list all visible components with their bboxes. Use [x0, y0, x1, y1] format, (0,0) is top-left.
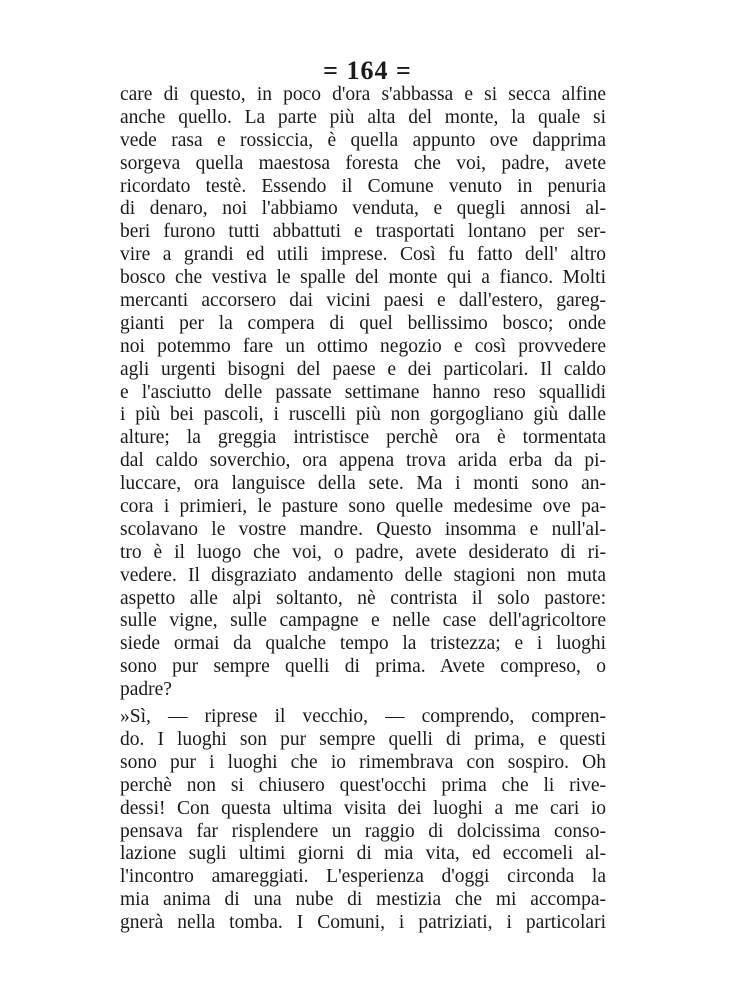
- text-line: sulle vigne, sulle campagne e nelle case dell'agricoltore: [120, 610, 606, 632]
- text-line: sono pur sempre quelli di prima. Avete compreso, o: [120, 656, 606, 678]
- text-line: padre?: [120, 679, 172, 701]
- text-line: »Sì, — riprese il vecchio, — comprendo, compren-: [120, 706, 606, 728]
- text-line: bosco che vestiva le spalle del monte qui a fianco. Molti: [120, 267, 606, 289]
- text-line: dessi! Con questa ultima visita dei luoghi a me cari io: [120, 797, 606, 819]
- text-line: cora i primieri, le pasture sono quelle medesime ove pa-: [120, 496, 606, 518]
- text-line: vede rasa e rossiccia, è quella appunto ove dapprima: [120, 129, 606, 151]
- text-line: aspetto alle alpi soltanto, nè contrista il solo pastore:: [120, 587, 606, 609]
- text-line: dal caldo soverchio, ora appena trova arida erba da pi-: [120, 450, 606, 472]
- text-line: di denaro, noi l'abbiamo venduta, e quegli annosi al-: [120, 198, 606, 220]
- text-line: luccare, ora languisce della sete. Ma i monti sono an-: [120, 473, 606, 495]
- text-line: care di questo, in poco d'ora s'abbassa e si secca alfine: [120, 84, 606, 105]
- text-line: anche quello. La parte più alta del monte, la quale si: [120, 106, 606, 128]
- text-line: pensava far risplendere un raggio di dolcissima conso-: [120, 820, 606, 842]
- text-line: gianti per la compera di quel bellissimo bosco; onde: [120, 312, 606, 334]
- text-line: tro è il luogo che voi, o padre, avete desiderato di ri-: [120, 541, 606, 563]
- text-line: gnerà nella tomba. I Comuni, i patriziati, i particolari: [120, 912, 606, 934]
- text-line: do. I luoghi son pur sempre quelli di prima, e questi: [120, 728, 606, 750]
- page-number-header: = 164 =: [323, 56, 412, 85]
- text-line: l'incontro amareggiati. L'esperienza d'oggi circonda la: [120, 866, 606, 888]
- text-line: ricordato testè. Essendo il Comune venuto in penuria: [120, 175, 606, 197]
- paragraph-1: [120, 84, 606, 702]
- text-line: scolavano le vostre mandre. Questo insomma e null'al-: [120, 518, 606, 540]
- text-line: vedere. Il disgraziato andamento delle stagioni non muta: [120, 564, 606, 586]
- text-line: sono pur i luoghi che io rimembrava con sospiro. Oh: [120, 751, 606, 773]
- body-text: [120, 84, 606, 935]
- text-line: siede ormai da qualche tempo la tristezza; e i luoghi: [120, 633, 606, 655]
- text-line: lazione sugli ultimi giorni di mia vita, ed eccomeli al-: [120, 843, 606, 865]
- text-line: mercanti accorsero dai vicini paesi e dall'estero, gareg-: [120, 290, 606, 312]
- paragraph-2: [120, 706, 606, 935]
- text-line: mia anima di una nube di mestizia che mi accompa-: [120, 889, 606, 911]
- text-line: i più bei pascoli, i ruscelli più non gorgogliano giù dalle: [120, 404, 606, 426]
- text-line: vire a grandi ed utili imprese. Così fu fatto dell' altro: [120, 244, 606, 266]
- text-line: perchè non si chiusero quest'occhi prima che li rive-: [120, 774, 606, 796]
- text-line: agli urgenti bisogni del paese e dei particolari. Il caldo: [120, 358, 606, 380]
- text-line: beri furono tutti abbattuti e trasportati lontano per ser-: [120, 221, 606, 243]
- text-line: e l'asciutto delle passate settimane hanno reso squallidi: [120, 381, 606, 403]
- text-line: sorgeva quella maestosa foresta che voi, padre, avete: [120, 152, 606, 174]
- text-line: noi potemmo fare un ottimo negozio e così provvedere: [120, 335, 606, 357]
- text-line: alture; la greggia intristisce perchè ora è tormentata: [120, 427, 606, 449]
